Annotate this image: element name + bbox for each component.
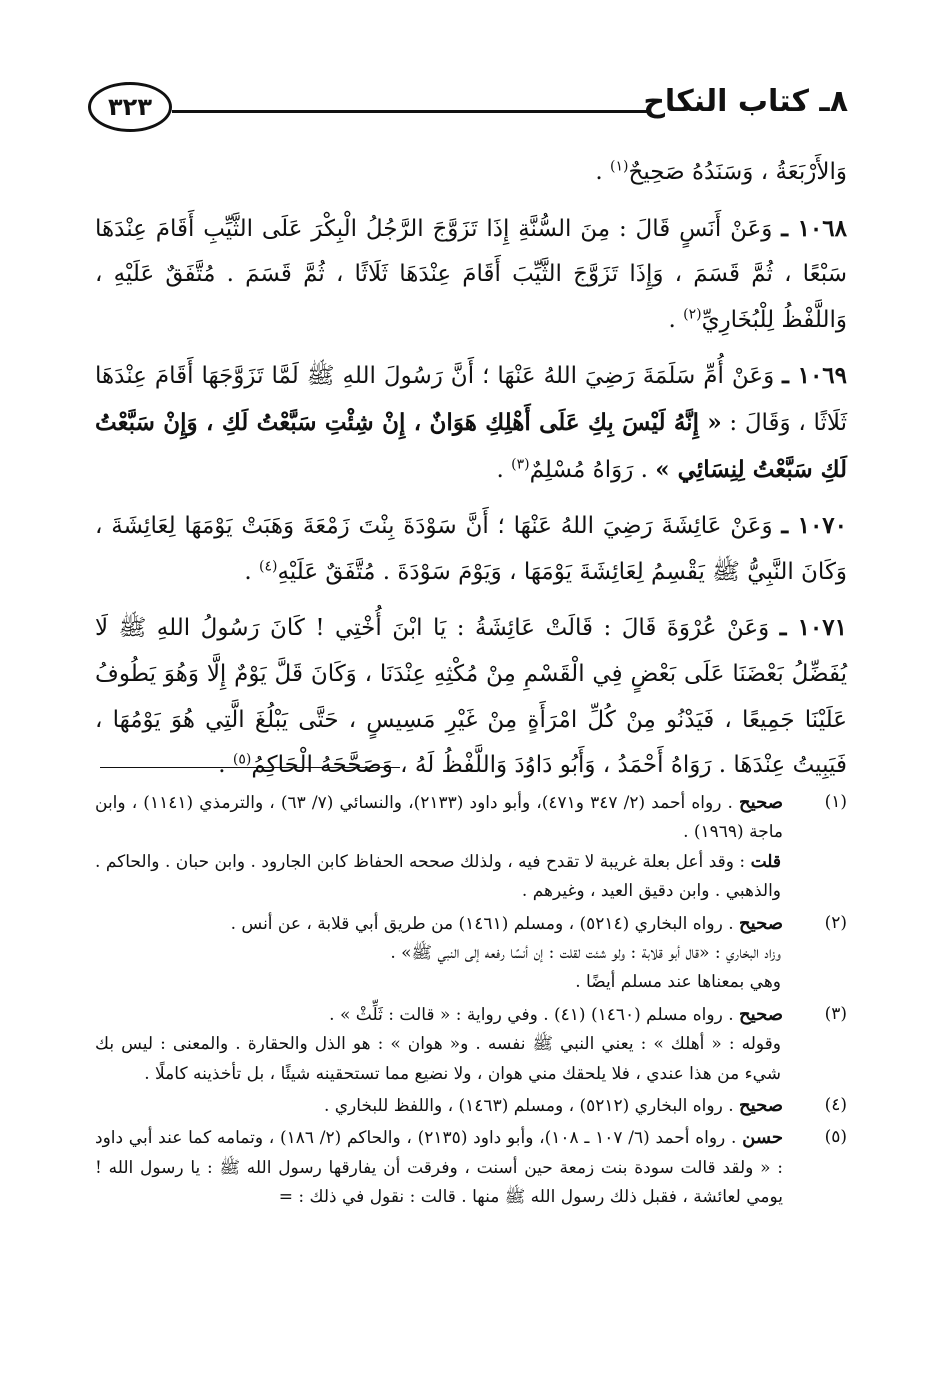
footnote-grade: صحيح <box>739 1003 783 1025</box>
hadith-1071: ١٠٧١ ـ وَعَنْ عُرْوَةَ قَالَ : قَالَتْ عَائِشَةُ : يَا ابْنَ أُخْتِي ! كَانَ رَسُولُ اللهِ ﷺ لَا يُفَضِّلُ بَعْضَنَا عَلَى بَعْضٍ فِي الْقَسْمِ مِنْ مُكْثِهِ عِنْدَنَا ، وَكَانَ قَلَّ يَوْمٌ إِلَّا وَهُوَ يَطُوفُ عَلَيْنَا جَمِيعًا ، فَيَدْنُو مِنْ كُلِّ امْرَأَةٍ مِنْ غَيْرِ مَسِيسٍ ، حَتَّى يَبْلُغَ الَّتِي هُوَ يَوْمُهَا ، فَيَبِيتُ عِنْدَهَا . رَوَاهُ أَحْمَدُ ، وَأَبُو دَاوُدَ وَاللَّفْظُ لَهُ ، وَصَحَّحَهُ الْحَاكِمُ$^{(٥)}$ . <box>95 614 847 779</box>
paragraph-text: وَالأَرْبَعَةُ ، وَسَنَدُهُ صَحِيحٌ <box>628 159 847 185</box>
paragraph-continuation: وَالأَرْبَعَةُ ، وَسَنَدُهُ صَحِيحٌ$^{(١)}$ . <box>595 158 847 185</box>
footnote-4 <box>95 1091 847 1121</box>
hadith-number: ١٠٦٨ ـ <box>781 214 847 242</box>
footnote-text: . رواه البخاري (٥٢١٤) ، ومسلم (١٤٦١) من طريق أبي قلابة ، عن أنس . <box>230 913 734 934</box>
hadith-text: وَعَنْ عُرْوَةَ قَالَ : قَالَتْ عَائِشَةُ : يَا ابْنَ أُخْتِي ! كَانَ رَسُولُ اللهِ ﷺ لَا يُفَضِّلُ بَعْضَنَا عَلَى بَعْضٍ فِي الْقَسْمِ مِنْ مُكْثِهِ عِنْدَنَا ، وَكَانَ قَلَّ يَوْمٌ إِلَّا وَهُوَ يَطُوفُ عَلَيْنَا جَمِيعًا ، فَيَدْنُو مِنْ كُلِّ امْرَأَةٍ مِنْ غَيْرِ مَسِيسٍ ، حَتَّى يَبْلُغَ الَّتِي هُوَ يَوْمُهَا ، فَيَبِيتُ عِنْدَهَا . رَوَاهُ أَحْمَدُ ، وَأَبُو دَاوُدَ وَاللَّفْظُ لَهُ ، وَصَحَّحَهُ الْحَاكِمُ <box>95 615 847 779</box>
page-header <box>88 78 848 138</box>
footnote-2 <box>95 909 847 998</box>
footnote-comment: وهي بمعناها عند مسلم أيضًا . <box>575 972 781 993</box>
footnote-ref: (٢) <box>683 306 702 323</box>
footnotes <box>95 788 847 1215</box>
footnote-grade: صحيح <box>739 912 783 934</box>
footnote-5 <box>95 1123 847 1212</box>
footnote-text: . رواه مسلم (١٤٦٠) (٤١) . وفي رواية : « قالت : ثَلِّثْ » . <box>329 1004 734 1025</box>
footnote-comment: وزاد البخاري : «قال أبو قلابة : ولو شئت لقلت : إن أنسًا رفعه إلى النبي ﷺ» . <box>390 943 781 964</box>
footnote-grade: صحيح <box>739 792 784 813</box>
hadith-text: وَعَنْ عَائِشَةَ رَضِيَ اللهُ عَنْهَا ؛ أَنَّ سَوْدَةَ بِنْتَ زَمْعَةَ وَهَبَتْ يَوْمَهَا لِعَائِشَةَ ، وَكَانَ النَّبِيُّ ﷺ يَقْسِمُ لِعَائِشَةَ يَوْمَهَا ، وَيَوْمَ سَوْدَةَ . مُتَّفَقٌ عَلَيْهِ <box>95 513 847 585</box>
footnote-comment: وقوله : « أهلك » : يعني النبي ﷺ نفسه . و« هوان » : هو الذل والحقارة . والمعنى : ليس بك شيء من هذا عندي ، فلا يلحقك مني هوان ، ولا نضيع مما تستحقينه شيئًا ، بل تأخذينه كاملًا . <box>95 1034 781 1084</box>
footnote-number: (٣) <box>824 1003 847 1024</box>
footnote-text: . رواه أحمد (٦/ ١٠٧ ـ ١٠٨)، وأبو داود (٢١٣٥) ، والحاكم (٢/ ١٨٦) ، وتمامه كما عند أبي داود : « ولقد قالت سودة بنت زمعة حين أسنت ، وفرقت أن يفارقها رسول الله ﷺ : يا رسول الله ! يومي لعائشة ، فقبل ذلك رسول الله ﷺ منها . قالت : نقول في ذلك : = <box>95 1128 783 1208</box>
footnote-number: (٥) <box>824 1127 847 1148</box>
footnote-ref: (٥) <box>232 751 252 768</box>
main-text <box>95 150 847 799</box>
footnote-separator <box>100 767 400 768</box>
hadith-number: ١٠٦٩ ـ <box>782 362 848 390</box>
footnote-ref: (١) <box>610 158 629 175</box>
hadith-text: وَعَنْ أَنَسٍ قَالَ : مِنَ السُّنَّةِ إِذَا تَزَوَّجَ الرَّجُلُ الْبِكْرَ عَلَى الثَّيِّبِ أَقَامَ عِنْدَهَا سَبْعًا ، ثُمَّ قَسَمَ ، وَإِذَا تَزَوَّجَ الثَّيِّبَ أَقَامَ عِنْدَهَا ثَلَاثًا ، ثُمَّ قَسَمَ . مُتَّفَقٌ عَلَيْهِ ، وَاللَّفْظُ لِلْبُخَارِيِّ <box>95 215 847 333</box>
hadith-1068: ١٠٦٨ ـ وَعَنْ أَنَسٍ قَالَ : مِنَ السُّنَّةِ إِذَا تَزَوَّجَ الرَّجُلُ الْبِكْرَ عَلَى الثَّيِّبِ أَقَامَ عِنْدَهَا سَبْعًا ، ثُمَّ قَسَمَ ، وَإِذَا تَزَوَّجَ الثَّيِّبَ أَقَامَ عِنْدَهَا ثَلَاثًا ، ثُمَّ قَسَمَ . مُتَّفَقٌ عَلَيْهِ ، وَاللَّفْظُ لِلْبُخَارِيِّ$^{(٢)}$ . <box>95 214 847 333</box>
footnote-number: (٤) <box>824 1095 847 1116</box>
header-rule <box>172 110 648 113</box>
hadith-quote: « إِنَّهُ لَيْسَ بِكِ عَلَى أَهْلِكِ هَوَانٌ ، إِنْ شِئْتِ سَبَّعْتُ لَكِ ، وَإِنْ سَبَّعْتُ لَكِ سَبَّعْتُ لِنِسَائِي » <box>95 408 847 483</box>
footnote-3 <box>95 1000 847 1089</box>
hadith-1070: ١٠٧٠ ـ وَعَنْ عَائِشَةَ رَضِيَ اللهُ عَنْهَا ؛ أَنَّ سَوْدَةَ بِنْتَ زَمْعَةَ وَهَبَتْ يَوْمَهَا لِعَائِشَةَ ، وَكَانَ النَّبِيُّ ﷺ يَقْسِمُ لِعَائِشَةَ يَوْمَهَا ، وَيَوْمَ سَوْدَةَ . مُتَّفَقٌ عَلَيْهِ$^{(٤)}$ . <box>95 512 848 585</box>
hadith-1069: ١٠٦٩ ـ وَعَنْ أُمِّ سَلَمَةَ رَضِيَ اللهُ عَنْهَا ؛ أَنَّ رَسُولَ اللهِ ﷺ لَمَّا تَزَوَّجَهَا أَقَامَ عِنْدَهَا ثَلَاثًا ، وَقَالَ : « إِنَّهُ لَيْسَ بِكِ عَلَى أَهْلِكِ هَوَانٌ ، إِنْ شِئْتِ سَبَّعْتُ لَكِ ، وَإِنْ سَبَّعْتُ لَكِ سَبَّعْتُ لِنِسَائِي » . رَوَاهُ مُسْلِمٌ$^{(٣)}$ . <box>95 362 848 483</box>
chapter-title: ٨ـ كتاب النكاح <box>643 84 848 119</box>
comment-label: قلت <box>750 851 782 872</box>
footnote-1 <box>95 788 847 907</box>
footnote-grade: حسن <box>742 1127 784 1149</box>
footnote-grade: صحيح <box>739 1095 783 1117</box>
hadith-number: ١٠٧٠ ـ <box>781 512 848 540</box>
footnote-text: . رواه البخاري (٥٢١٢) ، ومسلم (١٤٦٣) ، واللفظ للبخاري . <box>323 1096 734 1117</box>
hadith-number: ١٠٧١ ـ <box>779 614 847 642</box>
hadith-source: . رَوَاهُ مُسْلِمٌ <box>529 456 648 483</box>
footnote-ref: (٣) <box>511 455 530 472</box>
footnote-number: (٢) <box>824 912 847 933</box>
page-number: ٣٢٣ <box>88 82 172 132</box>
footnote-comment <box>95 848 783 907</box>
footnote-text: . رواه أحمد (٢/ ٣٤٧ و٤٧١)، وأبو داود (٢١٣٣)، والنسائي (٧/ ٦٣) ، والترمذي (١١٤١) ، وابن ماجة (١٩٦٩) . <box>95 793 783 843</box>
hadith-text: وَعَنْ أُمِّ سَلَمَةَ رَضِيَ اللهُ عَنْهَا ؛ أَنَّ رَسُولَ اللهِ ﷺ لَمَّا تَزَوَّجَهَا أَقَامَ عِنْدَهَا ثَلَاثًا ، وَقَالَ : <box>95 363 847 436</box>
comment-text: : وقد أعل بعلة غريبة لا تقدح فيه ، ولذلك صححه الحفاظ كابن الجارود . وابن حبان . والحاكم . والذهبي . وابن دقيق العيد ، وغيرهم . <box>95 851 781 902</box>
footnote-number: (١) <box>824 792 847 812</box>
footnote-ref: (٤) <box>258 558 278 575</box>
